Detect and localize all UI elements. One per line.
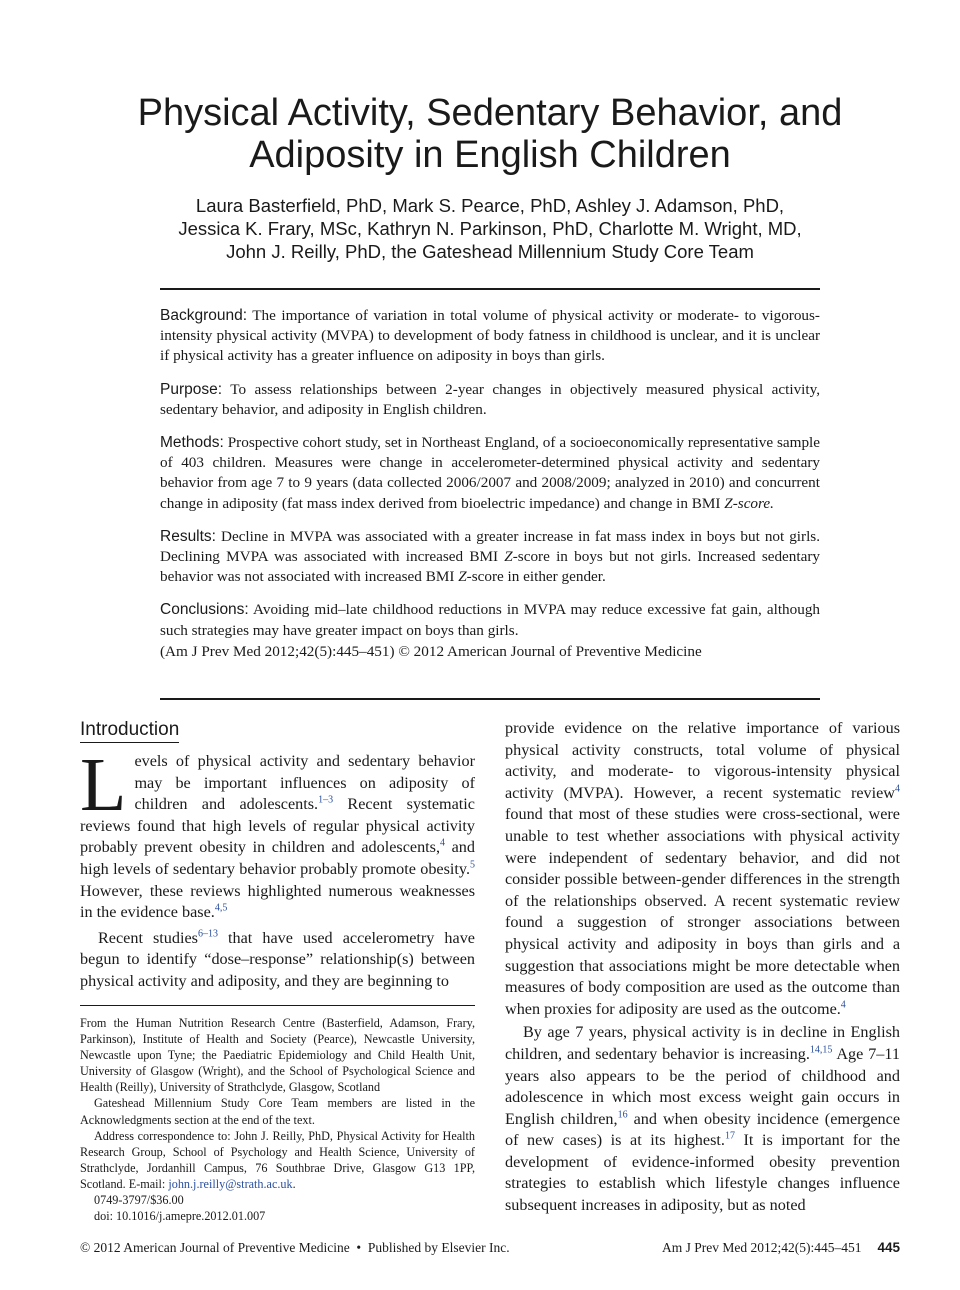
abstract-background [160, 306, 820, 367]
punctuation: . [292, 1176, 296, 1191]
body-paragraph [505, 1022, 900, 1216]
background-text: The importance of variation in total volume of physical activity or moderate- to vigorous-intensity physical activity (MVPA) to development of body fatness in childhood is unclear, and it is unclear if physical activity has a greater influence on adiposity in boys than girls. [160, 307, 820, 365]
drop-cap: L [80, 743, 127, 827]
results-text: Decline in MVPA was associated with a greater increase in fat mass index in boys but not girls. Declining MVPA was associated with increased BMI [160, 527, 820, 566]
reference-link[interactable]: 4 [895, 783, 900, 795]
body-text: evels of physical activity and sedentary behavior may be important influences on adiposity of children and adolescents. [134, 752, 475, 814]
author-line: John J. Reilly, PhD, the Gateshead Millennium Study Core Team [226, 241, 754, 262]
author-line: Jessica K. Frary, MSc, Kathryn N. Parkinson, PhD, Charlotte M. Wright, MD, [178, 218, 802, 239]
author-list [80, 194, 900, 263]
methods-label: Methods: [160, 434, 224, 452]
doi[interactable]: doi: 10.1016/j.amepre.2012.01.007 [94, 1209, 266, 1224]
footer-journal-ref: Am J Prev Med 2012;42(5):445–451 [661, 1240, 862, 1255]
body-text: Recent studies [98, 928, 198, 947]
correspondence-text: Address correspondence to: John J. Reilly, PhD, Physical Activity for Health Research Group, School of Psychology and Health Science, University of Strathclyde, Jordanhill Campus, 76 Southbrae Drive, Glasgow G13 1PP, Scotland. E-mail: [80, 1128, 475, 1191]
body-text: that have used accelerometry have begun to identify “dose–response” relationship(s) between physical activity and adiposity, and they are beginning to [80, 928, 475, 990]
conclusions-label: Conclusions: [160, 601, 249, 619]
body-text: found that most of these studies were cross-sectional, were unable to test whether associations with physical activity were independent of sedentary behavior, and did not consider possible between-gender differences in the strength of the relationships observed. A recent systematic review found a suggestion of stronger associations between physical activity and adiposity in boys than girls and a suggestion that associations might be more detectable when measures of body composition are used as the outcome than when proxies for adiposity are used as the outcome. [505, 805, 900, 1018]
abstract-top-rule [160, 288, 820, 290]
z-symbol: Z [458, 568, 467, 586]
abstract-results [160, 527, 820, 588]
results-text: -score in either gender. [466, 568, 606, 586]
abstract-methods [160, 433, 820, 514]
section-heading-introduction: Introduction [80, 718, 179, 743]
abstract-purpose [160, 380, 820, 420]
body-text: Age 7–11 years also appears to be the period of childhood and adolescence in which most excess weight gain occurs in English children, [505, 1044, 900, 1128]
reference-link[interactable]: 1–3 [318, 794, 334, 806]
issn: 0749-3797/$36.00 [94, 1193, 184, 1208]
body-text: It is important for the development of evidence-informed obesity prevention strategies to establish which lifestyle changes influence subsequent increases in adiposity, but as noted [505, 1131, 901, 1215]
left-column [80, 718, 475, 993]
body-paragraph [505, 718, 900, 1020]
reference-link[interactable]: 5 [470, 859, 475, 871]
body-text: However, these reviews highlighted numerous weaknesses in the evidence base. [80, 881, 475, 922]
reference-link[interactable]: 14,15 [809, 1044, 833, 1056]
abstract-bottom-rule [160, 698, 820, 700]
reference-link[interactable]: 16 [617, 1109, 628, 1121]
body-text: and when obesity incidence (emergence of new cases) is at its highest. [505, 1109, 901, 1150]
page-number: 445 [877, 1240, 900, 1255]
intro-paragraph [80, 743, 475, 924]
footer-citation [662, 1240, 900, 1256]
footer-copyright: © 2012 American Journal of Preventive Medicine • Published by Elsevier Inc. [80, 1240, 510, 1255]
email-link[interactable]: john.j.reilly@strath.ac.uk [168, 1176, 293, 1191]
abstract-conclusions [160, 600, 820, 640]
background-label: Background: [160, 307, 248, 324]
reference-link[interactable]: 4 [440, 837, 446, 849]
methods-text: Prospective cohort study, set in Northeast England, of a socioeconomically representative sample of 403 children. Measures were change in accelerometer-determined physical activity and sedentary behavior from age 7 to 9 years (data collected 2006/2007 and 2008/2009; analyzed in 2010) and concurrent change in adiposity (fat mass index derived from bioelectric impedance) and change in BMI [160, 434, 821, 512]
body-text: Recent systematic reviews found that high levels of regular physical activity probably prevent obesity in children and adolescents, [80, 795, 475, 857]
footnotes [80, 1015, 475, 1224]
body-text: By age 7 years, physical activity is in decline in English children, and sedentary behavior is increasing. [505, 1023, 900, 1063]
methods-end: Z-score. [724, 494, 774, 512]
article-title: Physical Activity, Sedentary Behavior, and Adiposity in English Children [137, 92, 843, 176]
results-text: -score in boys but not girls. Increased sedentary behavior was not associated with increased BMI [160, 548, 821, 586]
reference-link[interactable]: 17 [724, 1130, 735, 1142]
results-label: Results: [160, 527, 216, 545]
body-text: provide evidence on the relative importance of various physical activity constructs, total volume of physical activity, and moderate- to vigorous-intensity physical activity (MVPA). However, a recent systematic review [505, 719, 900, 802]
body-text: and high levels of sedentary behavior probably promote obesity. [80, 838, 475, 878]
reference-link[interactable]: 4 [840, 999, 846, 1011]
abstract [160, 306, 820, 675]
reference-link[interactable]: 4,5 [214, 902, 228, 914]
right-column [505, 718, 900, 1217]
abstract-citation: (Am J Prev Med 2012;42(5):445–451) © 2012 American Journal of Preventive Medicine [160, 642, 702, 660]
affiliation-note: From the Human Nutrition Research Centre (Basterfield, Adamson, Frary, Parkinson), Institute of Health and Society (Pearce), Newcastle University, Newcastle upon Tyne; the Paediatric Epidemiology and Child Health Unit, University of Glasgow (Wright), and the School of Psychological Science and Health (Reilly), University of Strathclyde, Glasgow, Scotland [80, 1016, 475, 1095]
author-line: Laura Basterfield, PhD, Mark S. Pearce, PhD, Ashley J. Adamson, PhD, [195, 195, 785, 216]
footnote-rule [80, 1005, 475, 1006]
team-note: Gateshead Millennium Study Core Team members are listed in the Acknowledgments section at the end of the text. [80, 1096, 475, 1127]
z-symbol: Z [504, 548, 513, 566]
correspondence-note [80, 1128, 475, 1192]
purpose-label: Purpose: [160, 380, 223, 398]
reference-link[interactable]: 6–13 [197, 928, 218, 940]
purpose-text: To assess relationships between 2-year changes in objectively measured physical activity, sedentary behavior, and adiposity in English children. [160, 380, 821, 418]
conclusions-text: Avoiding mid–late childhood reductions in MVPA may reduce excessive fat gain, although such strategies may have greater impact on boys than girls. [160, 601, 821, 639]
intro-paragraph [80, 928, 475, 993]
